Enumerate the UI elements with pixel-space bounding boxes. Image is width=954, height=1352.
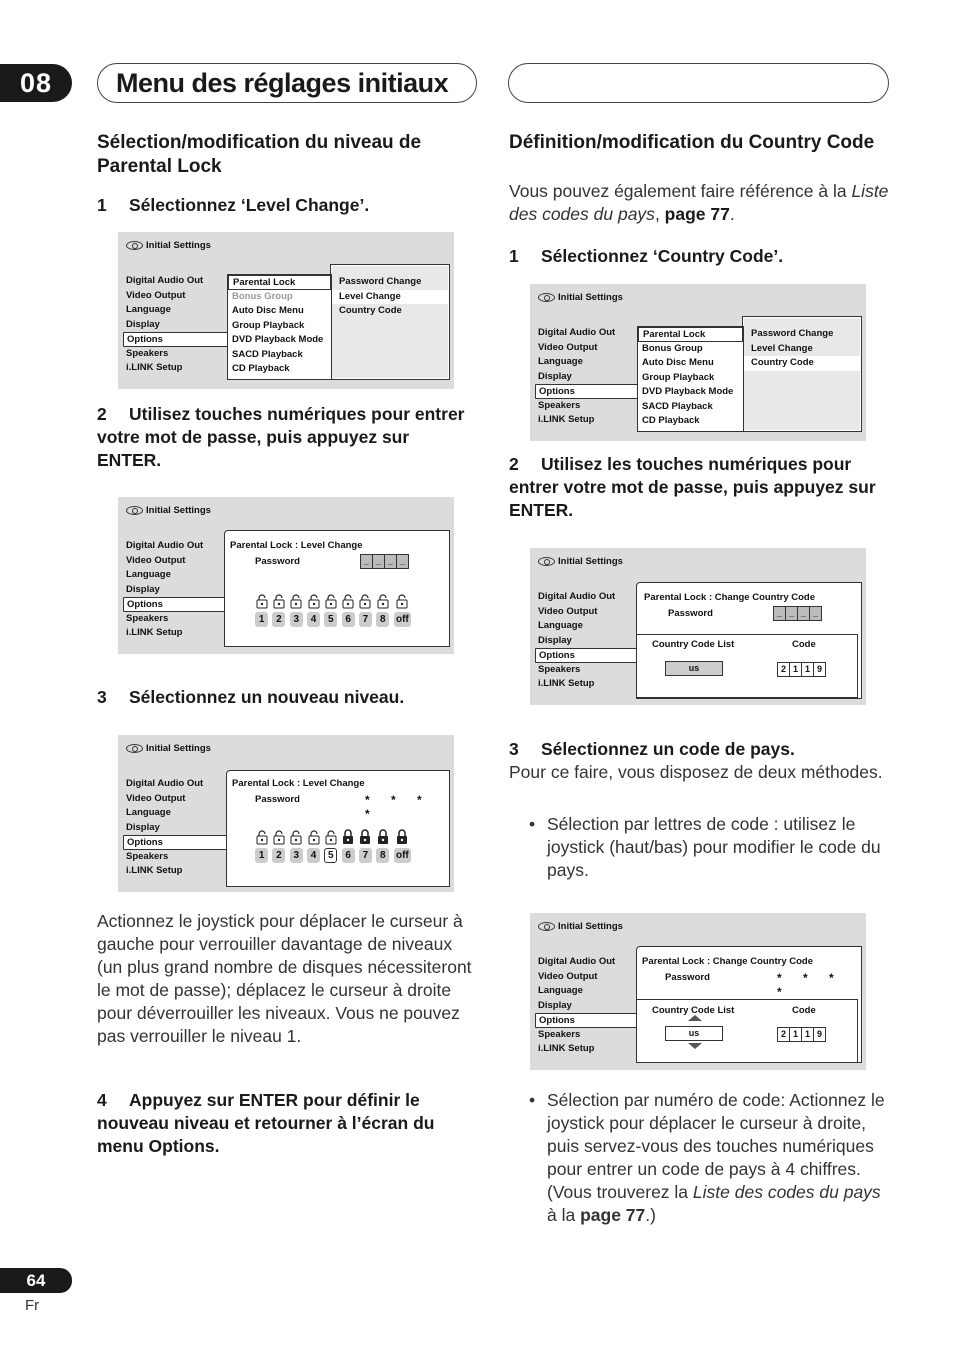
right-step-1: 1 Sélectionnez ‘Country Code’. [509, 246, 784, 266]
screen-level-select: Initial Settings Digital Audio Out Video Output Language Display Options Speakers i.LINK Setup Password Change Level Change Country Code Parental Lock Bonus Group Auto Disc Menu Group Playback DVD Playback Mode SACD Playback CD Playback [118, 232, 454, 389]
left-paragraph: Actionnez le joystick pour déplacer le curseur à gauche pour verrouiller davantage de niveaux (un plus grand nombre de disques nécessiteront le mot de passe); déplacez le curseur à droite pour déverrouiller les niveaux. Vous ne pouvez pas verrouiller le niveau 1. [97, 911, 472, 1046]
screen-country-list: Initial Settings Digital Audio Out Video Output Language Display Options Speakers i.LINK Setup Parental Lock : Change Country Code Password * * * * Country Code List Code us 2 1 1 9 [530, 913, 866, 1070]
left-step-4: 4 Appuyez sur ENTER pour définir le nouveau niveau et retourner à l’écran du menu Options. [97, 1090, 435, 1156]
left-step-2: 2 Utilisez touches numériques pour entrer votre mot de passe, puis appuyez sur ENTER. [97, 404, 465, 470]
level-locks: 1 2 3 4 5 6 7 8 off [253, 829, 413, 863]
right-step-3-text: Pour ce faire, vous disposez de deux méthodes. [509, 762, 883, 782]
disc-icon [538, 557, 555, 566]
left-heading: Sélection/modification du niveau de Parental Lock [97, 132, 422, 177]
screen-level-password: Initial Settings Digital Audio Out Video Output Language Display Options Speakers i.LINK Setup Parental Lock : Level Change Password _ _ _ _ 1 2 3 4 5 6 7 8 off [118, 497, 454, 654]
chapter-badge: 08 [0, 64, 72, 102]
disc-icon [126, 506, 143, 515]
left-step-3: 3 Sélectionnez un nouveau niveau. [97, 687, 405, 707]
right-step-2: 2 Utilisez les touches numériques pour entrer votre mot de passe, puis appuyez sur ENTER. [509, 454, 876, 520]
disc-icon [538, 922, 555, 931]
language-code: Fr [25, 1297, 40, 1314]
screen-level-new: Initial Settings Digital Audio Out Video Output Language Display Options Speakers i.LINK Setup Parental Lock : Level Change Password * * * * 1 2 3 4 5 6 7 8 off [118, 735, 454, 892]
bullet-1: • Sélection par lettres de code : utilisez le joystick (haut/bas) pour modifier le code du pays. [529, 814, 881, 880]
disc-icon [126, 241, 143, 250]
right-step-3: 3 Sélectionnez un code de pays. [509, 739, 795, 759]
level-locks: 1 2 3 4 5 6 7 8 off [253, 593, 413, 627]
disc-icon [538, 293, 555, 302]
header-empty-box [508, 63, 889, 103]
right-intro: Vous pouvez également faire référence à la Liste des codes du pays, page 77. [509, 181, 889, 224]
right-heading: Définition/modification du Country Code [509, 132, 875, 153]
arrow-down-icon [688, 1043, 702, 1049]
page-number: 64 [0, 1268, 72, 1293]
screen-country-password: Initial Settings Digital Audio Out Video Output Language Display Options Speakers i.LINK Setup Parental Lock : Change Country Code Password _ _ _ _ Country Code List Code us 2 1 1 9 [530, 548, 866, 705]
page-title: Menu des réglages initiaux [97, 63, 477, 103]
bullet-2: • Sélection par numéro de code: Actionnez le joystick pour déplacer le curseur à droite, puis servez-vous des touches numériques pour entrer un code de pays à 4 chiffres. (Vous trouverez la Liste des codes du pays à la page 77.) [529, 1090, 885, 1225]
disc-icon [126, 744, 143, 753]
screen-country-select: Initial Settings Digital Audio Out Video Output Language Display Options Speakers i.LINK Setup Password Change Level Change Country Code Parental Lock Bonus Group Auto Disc Menu Group Playback DVD Playback Mode SACD Playback CD Playback [530, 284, 866, 441]
arrow-up-icon [688, 1015, 702, 1021]
left-step-1: 1 Sélectionnez ‘Level Change’. [97, 195, 370, 215]
